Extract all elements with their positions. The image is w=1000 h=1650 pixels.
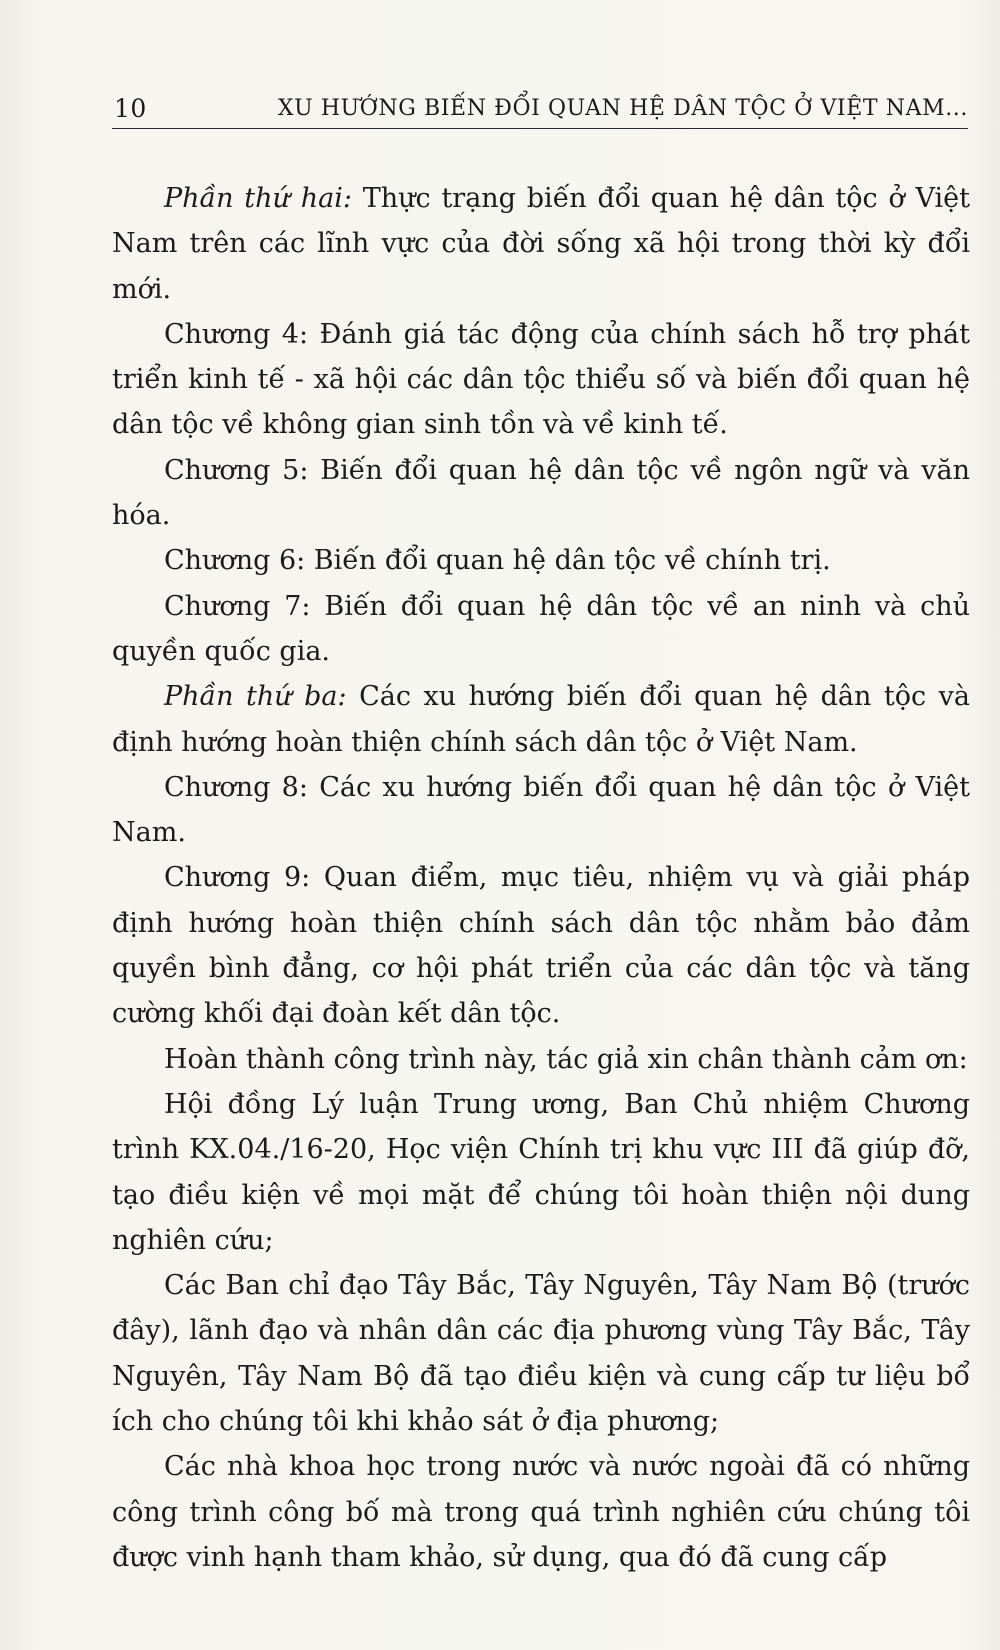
paragraph-acknowledgement-regions [112, 1263, 970, 1444]
paragraph-text: Các Ban chỉ đạo Tây Bắc, Tây Nguyên, Tây Nam Bộ (trước đây), lãnh đạo và nhân dân các địa phương vùng Tây Bắc, Tây Nguyên, Tây Nam Bộ đã tạo điều kiện và cung cấp tư liệu bổ ích cho chúng tôi khi khảo sát ở địa phương; [112, 1270, 970, 1438]
paragraph-chapter-4 [112, 312, 970, 448]
paragraph-lead: Phần thứ ba: [164, 681, 347, 713]
paragraph-acknowledgement-intro [112, 1037, 970, 1082]
running-title: XU HƯỚNG BIẾN ĐỔI QUAN HỆ DÂN TỘC Ở VIỆT NAM... [277, 96, 968, 121]
page-number: 10 [114, 94, 147, 123]
paragraph-acknowledgement-council [112, 1082, 970, 1263]
paragraph-text: Hội đồng Lý luận Trung ương, Ban Chủ nhiệm Chương trình KX.04./16-20, Học viện Chính trị khu vực III đã giúp đỡ, tạo điều kiện về mọi mặt để chúng tôi hoàn thiện nội dung nghiên cứu; [112, 1088, 970, 1256]
paragraph-chapter-8 [112, 765, 970, 856]
paragraph-part-two [112, 176, 970, 312]
body-text [112, 176, 970, 1580]
paragraph-text: Hoàn thành công trình này, tác giả xin chân thành cảm ơn: [164, 1043, 968, 1075]
paragraph-chapter-7 [112, 584, 970, 675]
paragraph-lead: Phần thứ hai: [164, 183, 352, 214]
paragraph-text: Chương 4: Đánh giá tác động của chính sách hỗ trợ phát triển kinh tế - xã hội các dân tộc thiểu số và biến đổi quan hệ dân tộc về không gian sinh tồn và về kinh tế. [112, 318, 970, 441]
paragraph-text: Chương 5: Biến đổi quan hệ dân tộc về ngôn ngữ và văn hóa. [112, 454, 970, 532]
page-header [112, 88, 968, 129]
paragraph-chapter-9 [112, 855, 970, 1036]
paragraph-chapter-5 [112, 448, 970, 539]
paragraph-text: Chương 9: Quan điểm, mục tiêu, nhiệm vụ và giải pháp định hướng hoàn thiện chính sách dân tộc nhằm bảo đảm quyền bình đẳng, cơ hội phát triển của các dân tộc và tăng cường khối đại đoàn kết dân tộc. [112, 862, 970, 1030]
paragraph-text: Chương 7: Biến đổi quan hệ dân tộc về an ninh và chủ quyền quốc gia. [112, 590, 970, 667]
paragraph-part-three [112, 674, 970, 765]
paragraph-text: Chương 8: Các xu hướng biến đổi quan hệ dân tộc ở Việt Nam. [112, 771, 970, 849]
paragraph-text: Các nhà khoa học trong nước và nước ngoài đã có những công trình công bố mà trong quá trình nghiên cứu chúng tôi được vinh hạnh tham khảo, sử dụng, qua đó đã cung cấp [112, 1451, 970, 1573]
paragraph-text: Các xu hướng biến đổi quan hệ dân tộc và định hướng hoàn thiện chính sách dân tộc ở Việt Nam. [112, 681, 970, 758]
paragraph-acknowledgement-scientists [112, 1444, 970, 1580]
paragraph-text: Chương 6: Biến đổi quan hệ dân tộc về chính trị. [164, 545, 831, 577]
paragraph-text: Thực trạng biến đổi quan hệ dân tộc ở Việt Nam trên các lĩnh vực của đời sống xã hội trong thời kỳ đổi mới. [112, 183, 970, 305]
paragraph-chapter-6 [112, 538, 970, 583]
